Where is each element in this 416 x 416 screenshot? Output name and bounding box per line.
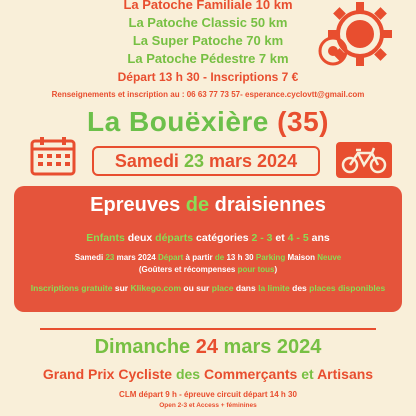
word: - épreuve circuit: [179, 390, 241, 399]
word: mars 2024: [116, 253, 156, 262]
word: Artisans: [317, 366, 374, 382]
word: 2 - 3: [251, 232, 273, 244]
word: ): [274, 265, 278, 274]
sunday-month: mars 2024: [223, 336, 322, 358]
word: Neuve: [317, 253, 342, 262]
clm-line: [0, 390, 416, 399]
word: à partir: [185, 253, 213, 262]
word: sur: [114, 283, 129, 293]
word: 4 - 5: [287, 232, 309, 244]
event-line-pedestre: La Patoche Pédestre 7 km: [127, 51, 289, 66]
word: Klikego.com: [130, 283, 182, 293]
calendar-icon: [30, 136, 76, 176]
word: pour tous: [237, 265, 275, 274]
saturday-month: mars 2024: [209, 151, 298, 171]
word: Commerçants: [203, 366, 298, 382]
word: ou sur: [183, 283, 210, 293]
panel-line-categories: [0, 232, 416, 244]
bicycle-icon: [336, 142, 392, 178]
town-dept: (35): [277, 106, 329, 137]
word: Parking: [255, 253, 286, 262]
word: et: [301, 366, 314, 382]
word: deux: [127, 232, 153, 244]
sunday-date: [0, 336, 416, 359]
sunday-day: Dimanche: [94, 336, 191, 358]
word: dans: [235, 283, 256, 293]
panel-title-b: de: [185, 194, 210, 216]
word: 23: [105, 253, 115, 262]
word: places disponibles: [309, 283, 386, 293]
start-info: Départ 13 h 30 - Inscriptions 7 €: [117, 70, 299, 84]
event-line-classic: La Patoche Classic 50 km: [128, 15, 288, 30]
panel-line-rewards: [0, 265, 416, 274]
word: Enfants: [86, 232, 125, 244]
saturday-num: 23: [183, 151, 204, 171]
word: des: [175, 366, 201, 382]
gear-icon: [308, 26, 358, 76]
town-name: La Bouëxière: [87, 106, 269, 137]
panel-title-c: draisiennes: [214, 194, 326, 216]
word: et: [275, 232, 285, 244]
word: Grand Prix Cycliste: [42, 366, 173, 382]
word: de: [214, 253, 225, 262]
panel-line-registration: [0, 283, 416, 293]
contact-info: Renseignements et inscription au : 06 63 77 73 57- esperance.cyclovtt@gmail.com: [51, 90, 365, 99]
word: départs: [155, 232, 194, 244]
saturday-day: Samedi: [114, 151, 179, 171]
event-line-familiale: La Patoche Familiale 10 km: [123, 0, 293, 12]
sunday-num: 24: [195, 336, 218, 358]
town-title: [0, 106, 416, 138]
word: Maison: [287, 253, 315, 262]
word: des: [292, 283, 307, 293]
word: (Goûters et récompenses: [138, 265, 236, 274]
panel-line-schedule: [0, 253, 416, 262]
word: Départ: [157, 253, 184, 262]
event-line-super: La Super Patoche 70 km: [132, 33, 284, 48]
word: Samedi: [74, 253, 104, 262]
word: ans: [311, 232, 330, 244]
word: départ 14 h 30: [243, 390, 297, 399]
open-line: Open 2-3 et Access + féminines: [159, 402, 257, 409]
panel-title: [0, 194, 416, 217]
divider: [40, 328, 376, 330]
word: CLM: [119, 390, 137, 399]
saturday-date: [92, 146, 320, 176]
word: la limite: [258, 283, 290, 293]
word: catégories: [196, 232, 249, 244]
word: départ 9 h: [138, 390, 177, 399]
word: 13 h 30: [226, 253, 254, 262]
word: Inscriptions gratuite: [30, 283, 113, 293]
grand-prix-title: [0, 366, 416, 382]
word: place: [211, 283, 234, 293]
panel-title-a: Epreuves: [90, 194, 181, 216]
